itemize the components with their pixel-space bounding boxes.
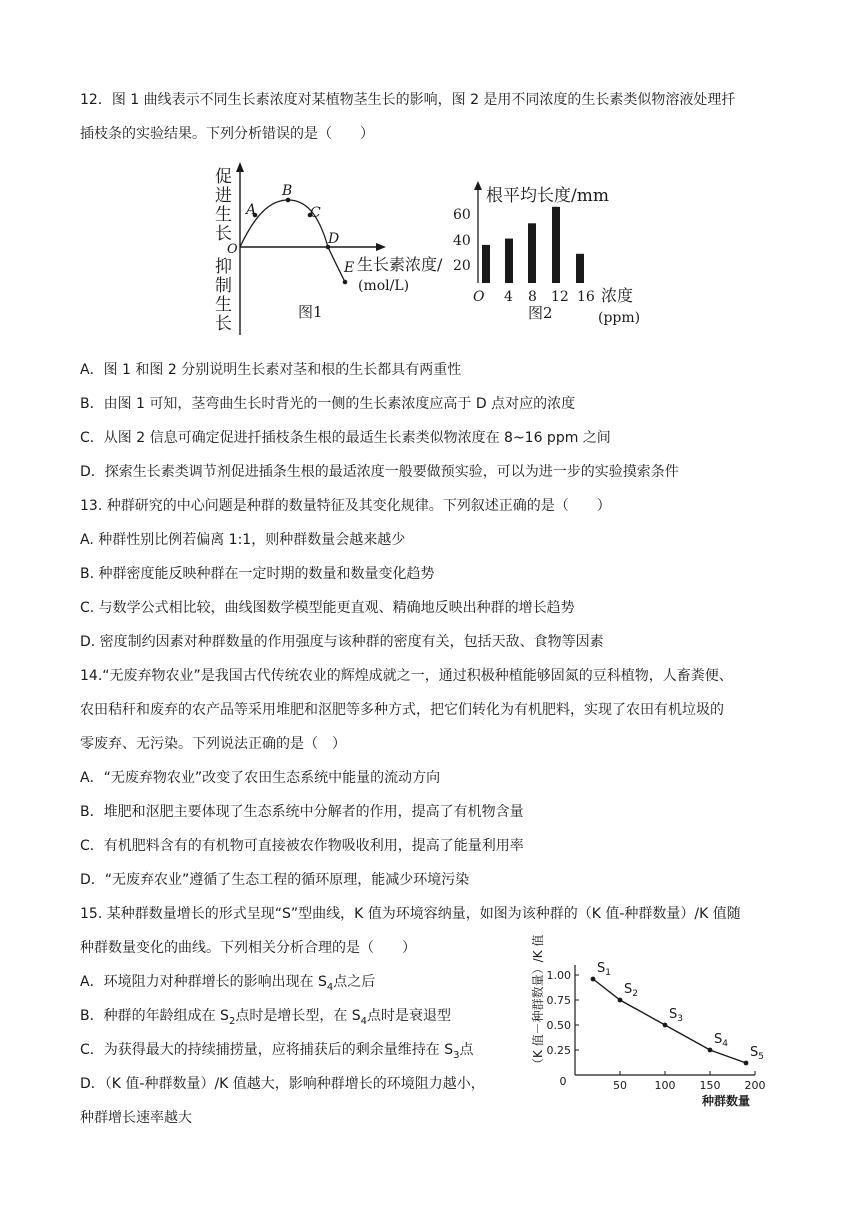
point-e: [343, 280, 348, 285]
q12-option-c: C．从图 2 信息可确定促进扦插枝条生根的最适生长素类似物浓度在 8~16 ppm 之间: [80, 430, 611, 446]
q15-stem-line1: 15. 某种群数量增长的形式呈现“S”型曲线，K 值为环境容纳量，如图为该种群的（K 值-种群数量）/K 值随: [80, 906, 741, 922]
q14-option-b: B．堆肥和沤肥主要体现了生态系统中分解者的作用，提高了有机物含量: [80, 804, 524, 820]
q15-point-label-3: $S_3$: [669, 1007, 683, 1024]
q13-option-b: B. 种群密度能反映种群在一定时期的数量和数量变化趋势: [80, 566, 435, 582]
fig2-ytick-40: 40: [453, 233, 471, 249]
q15-chart-xlabel: 种群数量: [702, 1094, 751, 1108]
q13-stem: 13. 种群研究的中心问题是种群的数量特征及其变化规律。下列叙述正确的是（ ）: [80, 498, 611, 514]
q15-point-2: [618, 998, 623, 1003]
fig2-xtick-4: 4: [504, 289, 513, 305]
fig2-ytick-20: 20: [453, 258, 471, 274]
q13-option-a: A. 种群性别比例若偏离 1:1，则种群数量会越来越少: [80, 532, 406, 548]
q15-xtick: 0: [559, 1075, 567, 1088]
fig2-caption: 图2: [528, 304, 553, 322]
q12-option-a: A．图 1 和图 2 分别说明生长素对茎和根的生长都具有两重性: [80, 362, 462, 378]
q14-option-c: C．有机肥料含有的有机物可直接被农作物吸收利用，提高了能量利用率: [80, 838, 524, 854]
fig2-bar-2: [528, 223, 536, 283]
fig2-xtick-12: 12: [551, 289, 569, 305]
q14-option-a: A．“无废弃物农业”改变了农田生态系统中能量的流动方向: [80, 770, 441, 786]
fig1-x-label: 生长素浓度/: [357, 255, 443, 274]
fig1-x-unit: (mol/L): [358, 278, 410, 294]
q15-point-label-1: $S_1$: [597, 961, 611, 978]
q15-option-c: C．为获得最大的持续捕捞量，应将捕获后的剩余量维持在 $S_3$点: [80, 1042, 474, 1061]
fig2-bar-0: [482, 245, 490, 283]
q13-option-d: D. 密度制约因素对种群数量的作用强度与该种群的密度有关，包括天敌、食物等因素: [80, 634, 604, 650]
fig1-label-d: D: [328, 231, 340, 247]
q15-option-a: A．环境阻力对种群增长的影响出现在 $S_4$点之后: [80, 974, 376, 993]
fig1-label-a: A: [246, 202, 257, 218]
q12-option-b: B．由图 1 可知，茎弯曲生长时背光的一侧的生长素浓度应高于 D 点对应的浓度: [80, 396, 576, 412]
q15-option-d-line2: 种群增长速率越大: [80, 1110, 192, 1126]
fig1-origin: O: [227, 242, 238, 257]
figure-2: [453, 175, 660, 335]
fig2-origin: O: [473, 289, 485, 305]
fig2-bar-4: [576, 254, 584, 283]
fig2-bar-3: [552, 207, 560, 283]
fig2-xtick-16: 16: [577, 289, 595, 305]
fig1-y-bottom-label: 抑制生长: [215, 257, 232, 334]
q14-stem-line1: 14.“无废弃物农业”是我国古代传统农业的辉煌成就之一，通过积极种植能够固氮的豆科植物，人畜粪便、: [80, 668, 733, 684]
fig2-ytick-60: 60: [453, 207, 471, 223]
fig1-label-b: B: [282, 183, 293, 199]
q15-chart: [520, 934, 770, 1115]
q14-option-d: D．“无废弃农业”遵循了生态工程的循环原理，能减少环境污染: [80, 872, 470, 888]
q15-point-1: [591, 977, 596, 982]
fig1-label-c: C: [310, 205, 321, 221]
q15-ytick: 1.00: [546, 969, 571, 982]
fig1-caption: 图1: [298, 303, 323, 321]
fig2-x-unit: (ppm): [598, 310, 641, 326]
q15-ytick: 0.75: [546, 994, 571, 1007]
q15-point-label-2: $S_2$: [624, 982, 638, 999]
q15-xtick: 200: [744, 1079, 766, 1092]
q15-xtick: 100: [654, 1079, 676, 1092]
q15-point-4: [708, 1048, 713, 1053]
q15-xtick: 50: [613, 1079, 627, 1092]
q14-stem-line3: 零废弃、无污染。下列说法正确的是（ ）: [80, 736, 346, 752]
q15-option-d-line1: D．（K 值-种群数量）/K 值越大，影响种群增长的环境阻力越小，: [80, 1076, 485, 1092]
fig2-xtick-8: 8: [528, 289, 537, 305]
q15-ytick: 0.50: [546, 1019, 571, 1032]
q15-stem-line2: 种群数量变化的曲线。下列相关分析合理的是（ ）: [80, 940, 416, 956]
fig1-y-top-label: 促进生长: [215, 167, 232, 244]
q15-point-label-5: $S_5$: [750, 1045, 764, 1062]
fig2-x-label: 浓度: [601, 286, 634, 305]
q15-xtick: 150: [699, 1079, 721, 1092]
q15-ytick: 0.25: [546, 1044, 571, 1057]
figure-1: [210, 160, 460, 340]
q13-option-c: C. 与数学公式相比较，曲线图数学模型能更直观、精确地反映出种群的增长趋势: [80, 600, 575, 616]
q15-option-b: B．种群的年龄组成在 $S_2$点时是增长型，在 $S_4$点时是衰退型: [80, 1008, 452, 1027]
q15-point-5: [744, 1061, 749, 1066]
q15-chart-ylabel: （K 值－种群数量）/K 值: [531, 934, 545, 1070]
q15-point-3: [663, 1023, 668, 1028]
q15-point-label-4: $S_4$: [714, 1032, 728, 1049]
q12-option-d: D．探索生长素类调节剂促进插条生根的最适浓度一般要做预实验，可以为进一步的实验摸索条件: [80, 464, 679, 480]
fig1-label-e: E: [344, 260, 355, 276]
q12-stem-line2: 插枝条的实验结果。下列分析错误的是（ ）: [80, 126, 374, 142]
fig2-y-label: 根平均长度/mm: [486, 186, 609, 206]
q14-stem-line2: 农田秸秆和废弃的农产品等采用堆肥和沤肥等多种方式，把它们转化为有机肥料，实现了农田有机垃圾的: [80, 702, 724, 718]
q12-stem-line1: 12．图 1 曲线表示不同生长素浓度对某植物茎生长的影响，图 2 是用不同浓度的生长素类似物溶液处理扦: [80, 92, 736, 108]
fig2-bar-1: [505, 239, 513, 283]
